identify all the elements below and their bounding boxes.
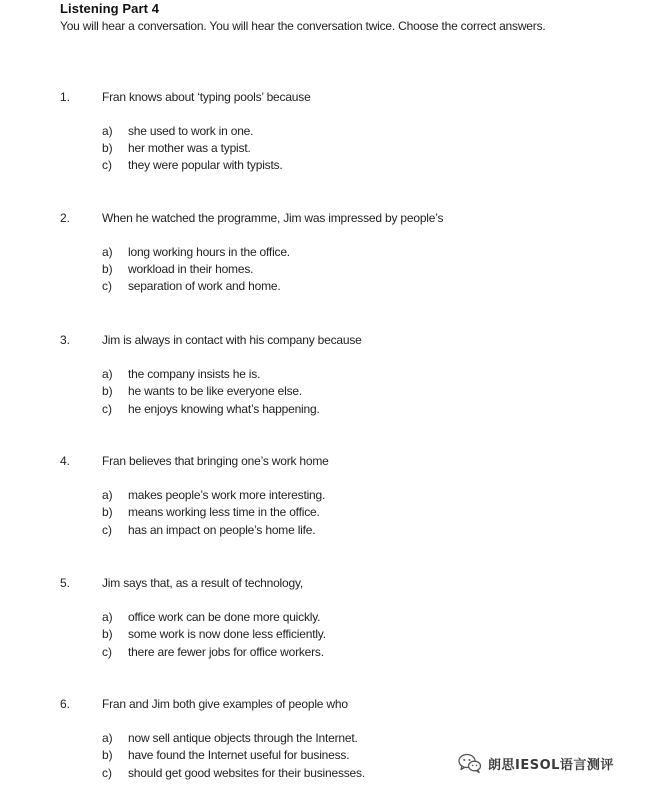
option-text: long working hours in the office. (128, 245, 290, 259)
option-letter: a) (102, 610, 113, 624)
option-letter: b) (102, 748, 113, 762)
option-text: separation of work and home. (128, 279, 281, 293)
option-text: has an impact on people’s home life. (128, 523, 316, 537)
watermark (458, 750, 614, 776)
option-letter: a) (102, 731, 113, 745)
option-letter: b) (102, 141, 113, 155)
question-3 (0, 333, 647, 443)
option-a (102, 610, 502, 624)
option-b (102, 262, 502, 276)
option-b (102, 384, 502, 398)
option-c (102, 766, 502, 780)
option-text: there are fewer jobs for office workers. (128, 645, 324, 659)
question-stem: Fran knows about ‘typing pools’ because (102, 90, 311, 104)
option-a (102, 367, 502, 381)
option-letter: c) (102, 402, 112, 416)
option-text: they were popular with typists. (128, 158, 283, 172)
option-text: he wants to be like everyone else. (128, 384, 302, 398)
wechat-icon (458, 752, 482, 774)
question-4 (0, 454, 647, 564)
option-text: makes people’s work more interesting. (128, 488, 326, 502)
option-letter: a) (102, 367, 113, 381)
question-number: 1. (60, 90, 71, 104)
option-text: workload in their homes. (128, 262, 254, 276)
question-stem: Fran believes that bringing one’s work home (102, 454, 329, 468)
question-number: 4. (60, 454, 71, 468)
option-text: now sell antique objects through the Internet. (128, 731, 358, 745)
option-text: her mother was a typist. (128, 141, 251, 155)
option-letter: c) (102, 279, 112, 293)
option-text: office work can be done more quickly. (128, 610, 321, 624)
option-letter: b) (102, 505, 113, 519)
option-text: have found the Internet useful for business. (128, 748, 350, 762)
option-c (102, 279, 502, 293)
option-letter: b) (102, 384, 113, 398)
question-number: 5. (60, 576, 71, 590)
question-stem: Jim says that, as a result of technology, (102, 576, 304, 590)
option-text: some work is now done less efficiently. (128, 627, 326, 641)
option-b (102, 141, 502, 155)
option-text: should get good websites for their businesses. (128, 766, 365, 780)
option-b (102, 505, 502, 519)
question-number: 2. (60, 211, 71, 225)
watermark-text: 朗思IESOL语言测评 (488, 757, 614, 773)
option-c (102, 158, 502, 172)
option-letter: c) (102, 523, 112, 537)
option-c (102, 523, 502, 537)
option-letter: c) (102, 645, 112, 659)
question-2 (0, 211, 647, 321)
section-title: Listening Part 4 (60, 1, 160, 16)
option-text: means working less time in the office. (128, 505, 320, 519)
option-letter: a) (102, 124, 113, 138)
instructions-text: You will hear a conversation. You will hear the conversation twice. Choose the correct answers. (60, 19, 546, 33)
question-number: 6. (60, 697, 71, 711)
option-a (102, 488, 502, 502)
option-text: she used to work in one. (128, 124, 254, 138)
question-5 (0, 576, 647, 686)
option-text: he enjoys knowing what’s happening. (128, 402, 320, 416)
option-a (102, 124, 502, 138)
option-letter: c) (102, 158, 112, 172)
option-text: the company insists he is. (128, 367, 261, 381)
option-b (102, 627, 502, 641)
option-letter: a) (102, 488, 113, 502)
option-letter: b) (102, 262, 113, 276)
question-1 (0, 90, 647, 200)
option-c (102, 645, 502, 659)
option-c (102, 402, 502, 416)
option-letter: b) (102, 627, 113, 641)
option-letter: a) (102, 245, 113, 259)
question-stem: When he watched the programme, Jim was impressed by people’s (102, 211, 444, 225)
option-b (102, 748, 502, 762)
question-stem: Fran and Jim both give examples of people who (102, 697, 348, 711)
option-a (102, 731, 502, 745)
option-a (102, 245, 502, 259)
question-stem: Jim is always in contact with his company because (102, 333, 362, 347)
question-number: 3. (60, 333, 71, 347)
option-letter: c) (102, 766, 112, 780)
